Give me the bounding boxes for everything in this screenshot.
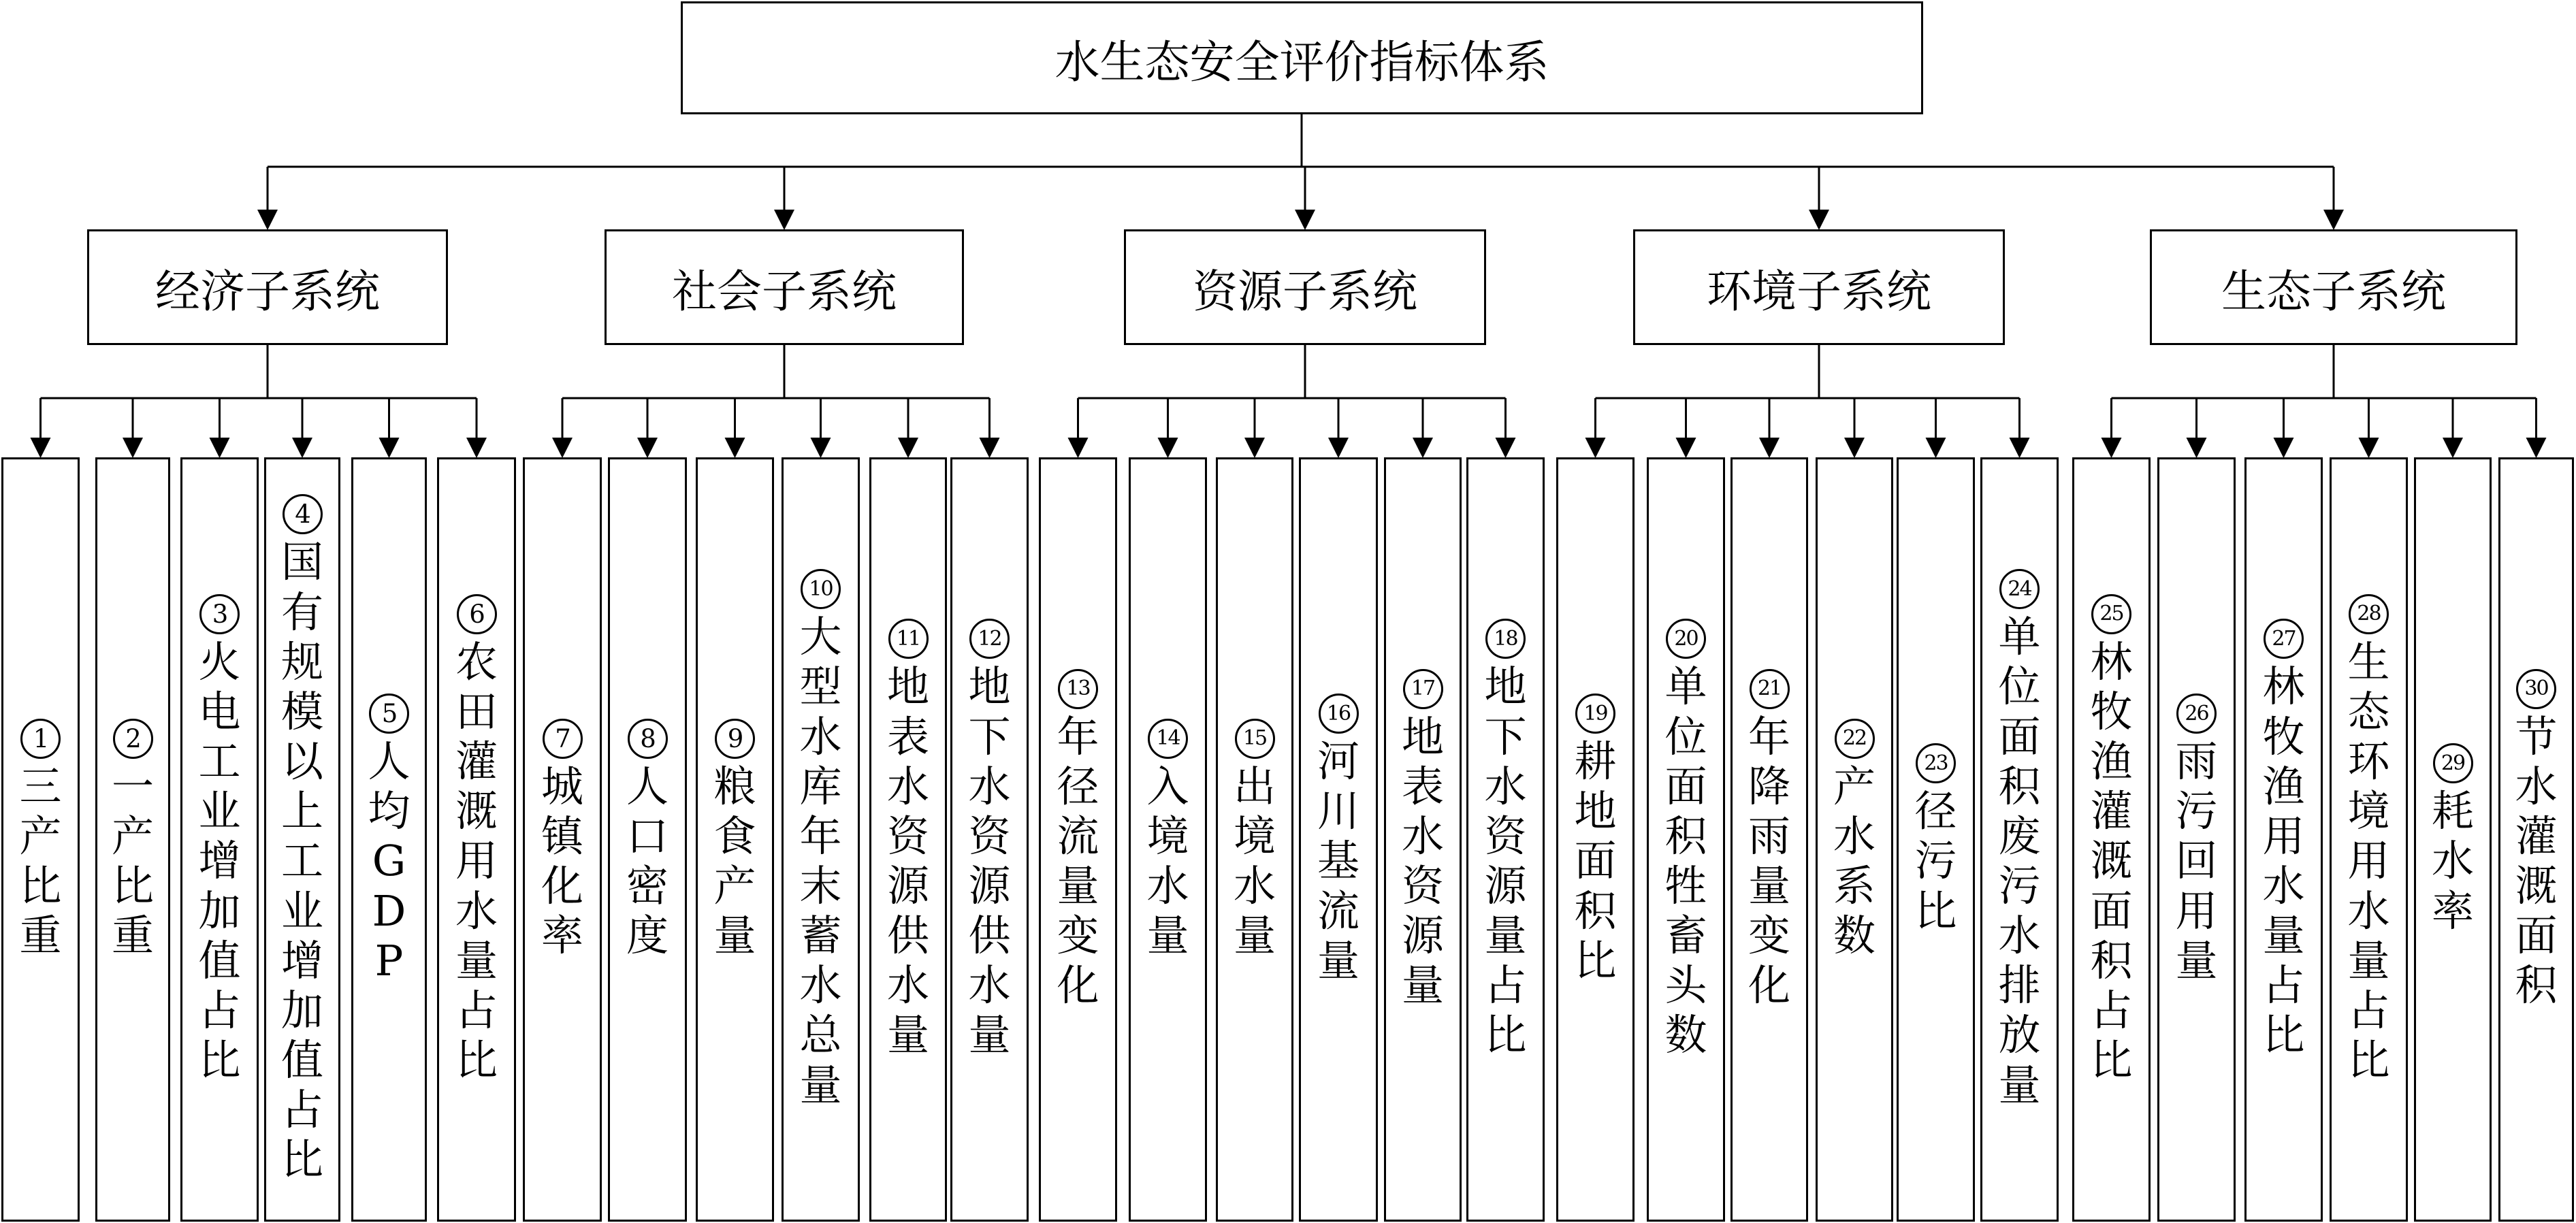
indicator-box (1, 457, 80, 1222)
indicator-number: 5 (369, 694, 409, 734)
indicator-box (351, 457, 427, 1222)
indicator-number: 21 (1750, 669, 1790, 709)
indicator-number: 6 (457, 594, 497, 634)
indicator-box (608, 457, 687, 1222)
subsystem-box: 生态子系统 (2150, 229, 2517, 345)
indicator-number: 1 (20, 719, 61, 759)
indicator-label: 入 境 水 量 (1146, 761, 1189, 961)
indicator-label: 林 牧 渔 灌 溉 面 积 占 比 (2090, 636, 2133, 1086)
indicator-number: 7 (543, 719, 583, 759)
indicator-number: 19 (1575, 694, 1615, 734)
indicator-box (523, 457, 602, 1222)
indicator-box (437, 457, 516, 1222)
indicator-box (264, 457, 340, 1222)
indicator-number: 16 (1319, 694, 1359, 734)
indicator-number: 15 (1235, 719, 1275, 759)
indicator-box (1897, 457, 1975, 1222)
indicator-label: 一 产 比 重 (111, 761, 154, 961)
indicator-box (1466, 457, 1545, 1222)
indicator-number: 4 (283, 494, 323, 534)
indicator-box (1816, 457, 1893, 1222)
indicator-number: 17 (1403, 669, 1443, 709)
indicator-box (782, 457, 860, 1222)
subsystem-box: 经济子系统 (87, 229, 448, 345)
indicator-label: 产 水 系 数 (1833, 761, 1875, 961)
indicator-label: 地 表 水 资 源 量 (1401, 711, 1444, 1011)
indicator-number: 29 (2433, 743, 2473, 783)
indicator-box (95, 457, 170, 1222)
indicator-box (2414, 457, 2492, 1222)
indicator-number: 11 (888, 619, 929, 659)
indicator-box (1216, 457, 1293, 1222)
indicator-label: 雨 污 回 用 量 (2175, 736, 2218, 985)
indicator-label: 单 位 面 积 牲 畜 头 数 (1664, 662, 1707, 1060)
indicator-box (1730, 457, 1808, 1222)
indicator-number: 28 (2349, 594, 2389, 634)
indicator-number: 22 (1835, 719, 1875, 759)
indicator-box (1299, 457, 1378, 1222)
indicator-number: 24 (1999, 569, 2040, 609)
indicator-box (2244, 457, 2323, 1222)
indicator-box (869, 457, 947, 1222)
indicator-label: 人 口 密 度 (626, 761, 669, 961)
indicator-label: 耕 地 面 积 比 (1574, 736, 1617, 985)
indicator-number: 25 (2091, 594, 2131, 634)
indicator-number: 27 (2264, 619, 2304, 659)
root-title-box: 水生态安全评价指标体系 (681, 1, 1923, 114)
indicator-label: 节 水 灌 溉 面 积 (2515, 711, 2558, 1011)
indicator-label: 耗 水 率 (2431, 786, 2474, 936)
indicator-box (1384, 457, 1462, 1222)
indicator-label: 生 态 环 境 用 水 量 占 比 (2347, 636, 2390, 1086)
indicator-label: 国 有 规 模 以 上 工 业 增 加 值 占 比 (280, 537, 323, 1185)
indicator-label: 年 径 流 量 变 化 (1057, 711, 1099, 1011)
indicator-label: 地 下 水 资 源 供 水 量 (968, 662, 1011, 1060)
indicator-box (2072, 457, 2151, 1222)
indicator-number: 18 (1485, 619, 1526, 659)
indicator-label: 单 位 面 积 废 污 水 排 放 量 (1998, 612, 2041, 1110)
indicator-box (180, 457, 259, 1222)
subsystem-box: 社会子系统 (605, 229, 964, 345)
indicator-box (1647, 457, 1725, 1222)
indicator-label: 粮 食 产 量 (713, 761, 756, 961)
indicator-number: 20 (1666, 619, 1706, 659)
indicator-label: 径 污 比 (1914, 786, 1957, 936)
indicator-box (950, 457, 1029, 1222)
indicator-number: 26 (2176, 694, 2217, 734)
indicator-box (2330, 457, 2408, 1222)
indicator-label: 大 型 水 库 年 末 蓄 水 总 量 (799, 612, 842, 1110)
indicator-label: 河 川 基 流 量 (1317, 736, 1359, 985)
indicator-label: 地 下 水 资 源 量 占 比 (1484, 662, 1527, 1060)
indicator-number: 30 (2516, 669, 2556, 709)
indicator-number: 23 (1916, 743, 1956, 783)
indicator-number: 14 (1148, 719, 1188, 759)
indicator-number: 2 (113, 719, 153, 759)
indicator-label: 人 均 G D P (368, 736, 410, 985)
indicator-box (2157, 457, 2236, 1222)
indicator-label: 农 田 灌 溉 用 水 量 占 比 (455, 636, 498, 1086)
indicator-number: 3 (199, 594, 240, 634)
indicator-box (696, 457, 774, 1222)
subsystem-box: 环境子系统 (1633, 229, 2005, 345)
indicator-label: 三 产 比 重 (19, 761, 62, 961)
indicator-label: 城 镇 化 率 (541, 761, 583, 961)
indicator-label: 出 境 水 量 (1233, 761, 1276, 961)
indicator-number: 8 (628, 719, 668, 759)
indicator-label: 年 降 雨 量 变 化 (1748, 711, 1790, 1011)
indicator-number: 9 (715, 719, 755, 759)
indicator-number: 10 (801, 569, 841, 609)
indicator-box (1039, 457, 1117, 1222)
indicator-label: 林 牧 渔 用 水 量 占 比 (2262, 662, 2305, 1060)
indicator-box (1129, 457, 1207, 1222)
subsystem-box: 资源子系统 (1124, 229, 1486, 345)
indicator-number: 12 (969, 619, 1010, 659)
indicator-box (2498, 457, 2574, 1222)
indicator-label: 地 表 水 资 源 供 水 量 (886, 662, 929, 1060)
indicator-box (1556, 457, 1635, 1222)
indicator-number: 13 (1058, 669, 1098, 709)
indicator-box (1980, 457, 2059, 1222)
indicator-label: 火 电 工 业 增 加 值 占 比 (198, 636, 241, 1086)
